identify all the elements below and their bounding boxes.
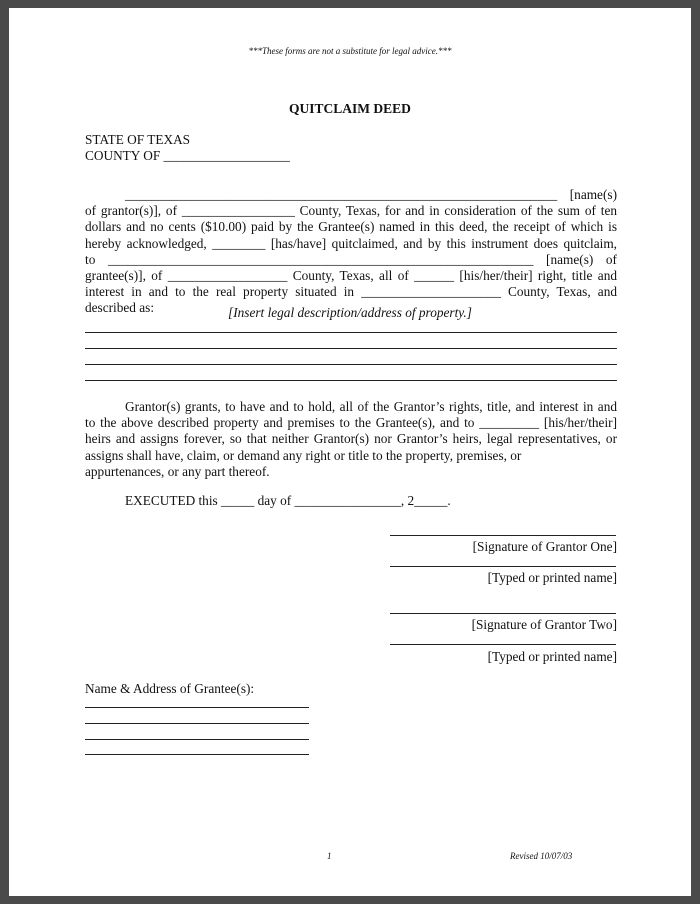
typed-name-label-one: [Typed or printed name]: [487, 570, 617, 585]
paragraph-line: of grantor(s)], of _________________ County, Texas, for and in consideration of the sum of ten: [85, 203, 617, 219]
grantee-heading: Name & Address of Grantee(s):: [85, 681, 255, 696]
signature-label-grantor-one: [Signature of Grantor One]: [472, 539, 617, 554]
typed-name-line-one: [390, 566, 616, 567]
paragraph-line: grantee(s)], of __________________ County, Texas, all of ______ [his/her/their] right, title and: [85, 267, 617, 283]
grantee-address-line: [85, 754, 309, 755]
typed-name-line-two: [390, 644, 616, 645]
document-page: [9, 8, 691, 896]
paragraph-line: to ________________________________________________________________ [name(s) of: [85, 251, 617, 267]
paragraph-line: to the above described property and premises to the Grantee(s), and to _________ [his/her/their]: [85, 415, 617, 431]
paragraph-line: appurtenances, or any part thereof.: [85, 463, 270, 479]
grantee-address-line: [85, 723, 309, 724]
executed-line: EXECUTED this _____ day of ________________, 2_____.: [125, 493, 451, 508]
signature-line-grantor-two: [390, 613, 616, 614]
paragraph-line: dollars and no cents ($10.00) paid by the Grantee(s) named in this deed, the receipt of which is: [85, 219, 617, 235]
disclaimer: ***These forms are not a substitute for legal advice.***: [248, 46, 452, 56]
insert-description-label: [9, 305, 691, 321]
paragraph-line: described as:: [85, 300, 155, 316]
revised-date: Revised 10/07/03: [510, 851, 573, 861]
typed-name-label-two: [Typed or printed name]: [487, 649, 617, 664]
paragraph-line: assigns shall have, claim, or demand any right or title to the property, premises, or: [85, 447, 522, 463]
grantee-address-line: [85, 707, 309, 708]
description-line: [85, 380, 617, 381]
page-number: 1: [327, 851, 332, 861]
document-title: QUITCLAIM DEED: [289, 101, 411, 116]
paragraph-line: interest in and to the real property situated in _____________________ County, Texas, and: [85, 284, 617, 300]
grantee-address-line: [85, 739, 309, 740]
paragraph-line: hereby acknowledged, ________ [has/have] quitclaimed, and by this instrument does quitclaim,: [85, 235, 617, 251]
description-line: [85, 332, 617, 333]
signature-line-grantor-one: [390, 535, 616, 536]
paragraph-grant: [85, 399, 617, 480]
description-line: [85, 348, 617, 349]
paragraph-line: Grantor(s) grants, to have and to hold, all of the Grantor’s rights, title, and interest in and: [125, 399, 617, 414]
signature-label-grantor-two: [Signature of Grantor Two]: [471, 617, 617, 632]
county-line: COUNTY OF ___________________: [85, 148, 290, 163]
description-line: [85, 364, 617, 365]
state-line: STATE OF TEXAS: [85, 132, 191, 147]
paragraph-line: _________________________________________________________________ [name(s): [125, 187, 617, 202]
paragraph-consideration: [85, 187, 617, 317]
insert-description-text: [Insert legal description/address of property.]: [228, 305, 472, 320]
paragraph-line: heirs and assigns forever, so that neither Grantor(s) nor Grantor’s heirs, legal representatives, or: [85, 431, 617, 447]
